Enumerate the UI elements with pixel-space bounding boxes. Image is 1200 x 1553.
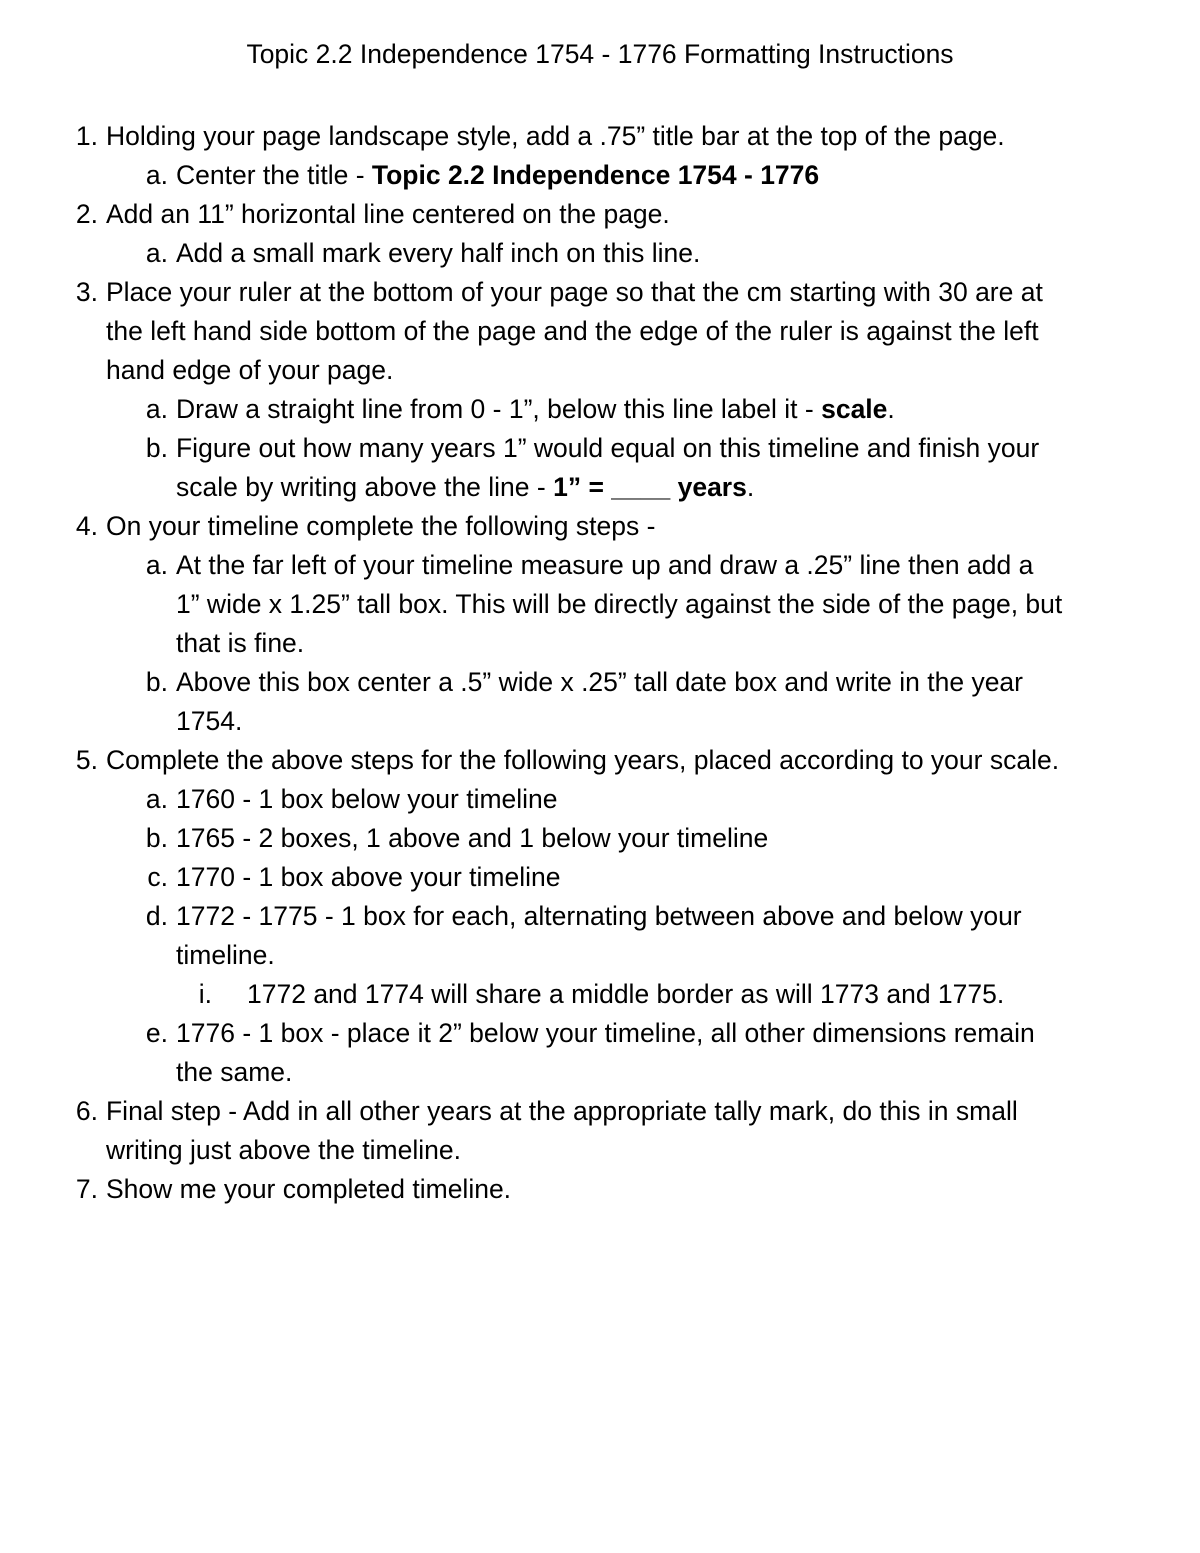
text-segment: 1772 - 1775 - 1 box for each, alternating between above and below your — [176, 901, 1022, 931]
instruction-line — [0, 117, 1200, 156]
list-marker: a. — [145, 238, 168, 268]
text-segment: writing just above the timeline. — [106, 1135, 461, 1165]
instruction-text — [176, 1014, 1035, 1053]
text-segment: 1” wide x 1.25” tall box. This will be directly against the side of the page, but — [176, 589, 1063, 619]
instruction-line — [0, 936, 1200, 975]
instruction-text — [106, 351, 393, 390]
text-segment: timeline. — [176, 940, 275, 970]
instruction-text — [106, 195, 670, 234]
instruction-text — [106, 741, 1059, 780]
list-marker: a. — [145, 160, 168, 190]
instruction-list — [0, 117, 1200, 1209]
text-segment: 1770 - 1 box above your timeline — [176, 862, 561, 892]
text-segment: Figure out how many years 1” would equal on this timeline and finish your — [176, 433, 1040, 463]
instruction-text — [176, 624, 304, 663]
instruction-text — [176, 390, 895, 429]
text-segment: Add an 11” horizontal line centered on the page. — [106, 199, 670, 229]
instruction-line — [0, 1131, 1200, 1170]
instruction-line — [0, 234, 1200, 273]
instruction-line — [0, 351, 1200, 390]
list-marker: b. — [145, 823, 168, 853]
instruction-text — [176, 1053, 292, 1092]
instruction-text — [176, 546, 1033, 585]
text-segment: Add a small mark every half inch on this line. — [176, 238, 701, 268]
list-marker: a. — [145, 784, 168, 814]
instruction-text — [176, 819, 768, 858]
text-segment: 1765 - 2 boxes, 1 above and 1 below your timeline — [176, 823, 769, 853]
instruction-line — [0, 975, 1200, 1014]
bold-text: 1” = ____ years — [553, 472, 747, 502]
text-segment: Place your ruler at the bottom of your page so that the cm starting with 30 are at — [106, 277, 1043, 307]
text-segment: Holding your page landscape style, add a .75” title bar at the top of the page. — [106, 121, 1005, 151]
text-segment: On your timeline complete the following steps - — [106, 511, 656, 541]
text-segment: hand edge of your page. — [106, 355, 394, 385]
instruction-line — [0, 663, 1200, 702]
text-segment: . — [746, 472, 755, 502]
instruction-line — [0, 780, 1200, 819]
instruction-text — [106, 273, 1043, 312]
instruction-line — [0, 1170, 1200, 1209]
text-segment: Complete the above steps for the following years, placed according to your scale. — [106, 745, 1060, 775]
instruction-line — [0, 897, 1200, 936]
instruction-line — [0, 273, 1200, 312]
page-title: Topic 2.2 Independence 1754 - 1776 Formatting Instructions — [246, 39, 954, 69]
text-segment: 1754. — [176, 706, 243, 736]
instruction-text — [106, 1131, 461, 1170]
list-marker: a. — [145, 394, 168, 424]
instruction-text — [176, 936, 275, 975]
instruction-text — [176, 702, 242, 741]
list-marker: d. — [145, 901, 168, 931]
list-marker: b. — [145, 433, 168, 463]
list-marker: 2. — [75, 199, 98, 229]
instruction-line — [0, 1014, 1200, 1053]
instruction-line — [0, 390, 1200, 429]
instruction-line — [0, 624, 1200, 663]
bold-text: scale — [821, 394, 888, 424]
instruction-text — [176, 234, 700, 273]
instruction-text — [176, 429, 1039, 468]
instruction-line — [0, 468, 1200, 507]
text-segment: 1772 and 1774 will share a middle border as will 1773 and 1775. — [247, 979, 1005, 1009]
text-segment: 1760 - 1 box below your timeline — [176, 784, 558, 814]
instruction-text — [106, 117, 1005, 156]
list-marker: 4. — [75, 511, 98, 541]
instruction-line — [0, 429, 1200, 468]
instruction-text — [106, 507, 655, 546]
instruction-line — [0, 702, 1200, 741]
instruction-text — [176, 663, 1023, 702]
instruction-text — [176, 585, 1062, 624]
text-segment: 1776 - 1 box - place it 2” below your timeline, all other dimensions remain — [176, 1018, 1035, 1048]
list-marker: 6. — [75, 1096, 98, 1126]
instruction-text — [247, 975, 1004, 1014]
list-marker: 5. — [75, 745, 98, 775]
text-segment: Show me your completed timeline. — [106, 1174, 512, 1204]
instruction-line — [0, 195, 1200, 234]
text-segment: Center the title - — [176, 160, 372, 190]
instruction-line — [0, 507, 1200, 546]
text-segment: scale by writing above the line - — [176, 472, 554, 502]
bold-text: Topic 2.2 Independence 1754 - 1776 — [371, 160, 820, 190]
instruction-text — [106, 1170, 511, 1209]
list-marker: 3. — [75, 277, 98, 307]
instruction-text — [176, 156, 819, 195]
instruction-line — [0, 156, 1200, 195]
instruction-line — [0, 585, 1200, 624]
instruction-line — [0, 1053, 1200, 1092]
instruction-line — [0, 312, 1200, 351]
instruction-text — [176, 897, 1022, 936]
instruction-text — [176, 468, 754, 507]
instruction-line — [0, 741, 1200, 780]
instruction-text — [106, 312, 1039, 351]
text-segment: . — [887, 394, 895, 424]
text-segment: Draw a straight line from 0 - 1”, below this line label it - — [176, 394, 822, 424]
list-marker: 1. — [75, 121, 98, 151]
instruction-line — [0, 1092, 1200, 1131]
list-marker: i. — [198, 979, 212, 1009]
text-segment: the same. — [176, 1057, 293, 1087]
text-segment: At the far left of your timeline measure up and draw a .25” line then add a — [176, 550, 1034, 580]
instruction-line — [0, 858, 1200, 897]
list-marker: c. — [147, 862, 168, 892]
text-segment: Above this box center a .5” wide x .25” tall date box and write in the year — [176, 667, 1023, 697]
instruction-line — [0, 546, 1200, 585]
text-segment: the left hand side bottom of the page and the edge of the ruler is against the left — [106, 316, 1039, 346]
list-marker: 7. — [75, 1174, 98, 1204]
text-segment: Final step - Add in all other years at the appropriate tally mark, do this in small — [106, 1096, 1018, 1126]
list-marker: a. — [145, 550, 168, 580]
instruction-text — [176, 858, 560, 897]
instruction-text — [106, 1092, 1018, 1131]
instruction-text — [176, 780, 558, 819]
instruction-line — [0, 819, 1200, 858]
list-marker: b. — [145, 667, 168, 697]
list-marker: e. — [145, 1018, 168, 1048]
text-segment: that is fine. — [176, 628, 305, 658]
